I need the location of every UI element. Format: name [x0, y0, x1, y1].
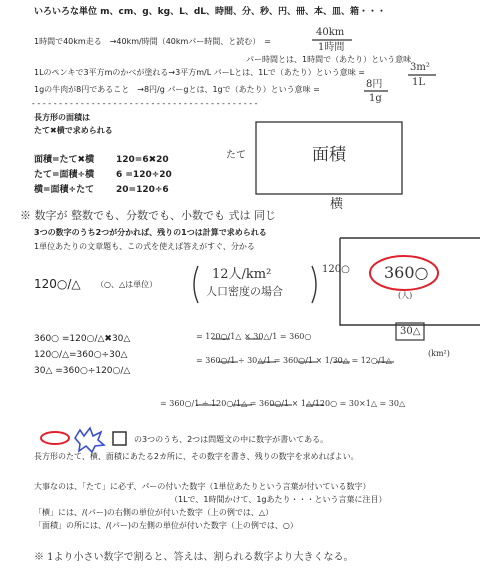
ex3-den: 1g	[369, 93, 382, 104]
red-oval-icon	[41, 432, 69, 444]
density-caption: 人口密度の場合	[206, 285, 283, 298]
calc-line-1: 120○/△=360○÷30△	[34, 350, 128, 360]
rule1: 3つの数字のうち2つが分かれば、残りの1つは計算で求められる	[34, 228, 267, 237]
units-line: いろいろな単位 m、cm、g、kg、L、dL、時間、分、秒、円、冊、本、皿、箱・・・	[34, 7, 387, 17]
rect-label-yoko: 横	[330, 197, 344, 212]
formula-left-0: 面積=たて✖横	[34, 155, 95, 165]
ex2-text: 1Lのペンキで3平方mのかべが塗れる→3平方m/L パーLとは、1Lで（あたり）という意味 =	[34, 68, 365, 77]
square-icon	[113, 432, 126, 445]
shapes-text2: 長方形のたて、横、面積にあたる2カ所に、その数字を書き、残りの数字を求めればよい。	[34, 452, 359, 461]
hw-note2: ※ 1より小さい数字で割ると、答えは、割られる数字より大きくなる。	[34, 552, 354, 563]
ex2-num: 3m²	[410, 62, 430, 73]
unit-example: 120○/△	[34, 277, 81, 291]
formula-left-2: 横=面積÷たて	[34, 185, 95, 195]
right-label-person: (人)	[398, 291, 413, 300]
unit-example-note: （○、△は単位）	[96, 280, 158, 289]
ex1-note: パー時間とは、1時間で（あたり）という意味	[246, 55, 412, 64]
rect-label-tate: たて	[226, 150, 246, 161]
blue-burst-icon	[75, 428, 104, 452]
important1: 大事なのは、「たて」に必ず、パーの付いた数字（1単位あたりという言葉が付いている数字）	[34, 482, 371, 491]
formula-right-1: 6 =120÷20	[116, 170, 172, 180]
divider: - - - - - - - - - - - - - - - - - - - - - - - - - - - - - - - - - - - - - - - - - -	[32, 99, 258, 108]
ex3-text: 1gの牛肉が8円であること →8円/g パーgとは、1gで（あたり）という意味 =	[34, 85, 320, 94]
ex3-num: 8円	[366, 79, 383, 90]
hw-calc1: = 120○/1△ × 30△/1 = 360○	[196, 332, 312, 341]
density-label: 12人/km²	[212, 267, 272, 282]
important4: 「面積」の所には、/(パー)の左側の単位が付いた数字（上の例では、○）	[34, 521, 298, 530]
hw-note1: ※ 数字が 整数でも、分数でも、小数でも 式は 同じ	[20, 209, 276, 222]
formula-right-2: 20=120÷6	[116, 185, 169, 195]
calc-line-2: 30△ =360○÷120○/△	[34, 366, 131, 376]
ex2-den: 1L	[412, 77, 426, 88]
right-label-30: 30△	[400, 326, 421, 337]
formula-left-1: たて=面積÷横	[34, 170, 95, 180]
right-label-120: 120○	[322, 264, 350, 275]
calc-line-0: 360○ =120○/△✖30△	[34, 334, 131, 344]
rect-title: 長方形の面積は	[34, 113, 90, 122]
right-label-km: (km²)	[428, 349, 450, 358]
ex1-den: 1時間	[318, 42, 345, 53]
important2: （1Lで、1時間かけて、1gあたり・・・という言葉に注目）	[170, 495, 387, 504]
ex1-num: 40km	[316, 27, 345, 38]
rect-label-menseki: 面積	[312, 145, 346, 165]
hw-calc3: = 360○/1 ÷ 120○/1△ = 360○/1 × 1△/120○ = 30×1△ = 30△	[160, 399, 406, 408]
hw-calc2: = 360○/1 ÷ 30△/1 = 360○/1 × 1/30△ = 12○/1△	[196, 356, 392, 365]
rule2: 1単位あたりの文章題も、この式を使えば答えがすぐ、分かる	[34, 242, 255, 251]
important3: 「横」には、/(パー)の右側の単位が付いた数字（上の例では、△）	[34, 508, 274, 517]
ex1-text: 1時間で40km走る →40km/時間（40kmパー時間、と読む） =	[34, 37, 272, 46]
right-label-360: 360○	[384, 263, 429, 282]
formula-right-0: 120=6✖20	[116, 155, 169, 165]
rect-sub: たて✖横で求められる	[34, 126, 113, 135]
shapes-text: の3つのうち、2つは問題文の中に数字が書いてある。	[134, 435, 329, 444]
